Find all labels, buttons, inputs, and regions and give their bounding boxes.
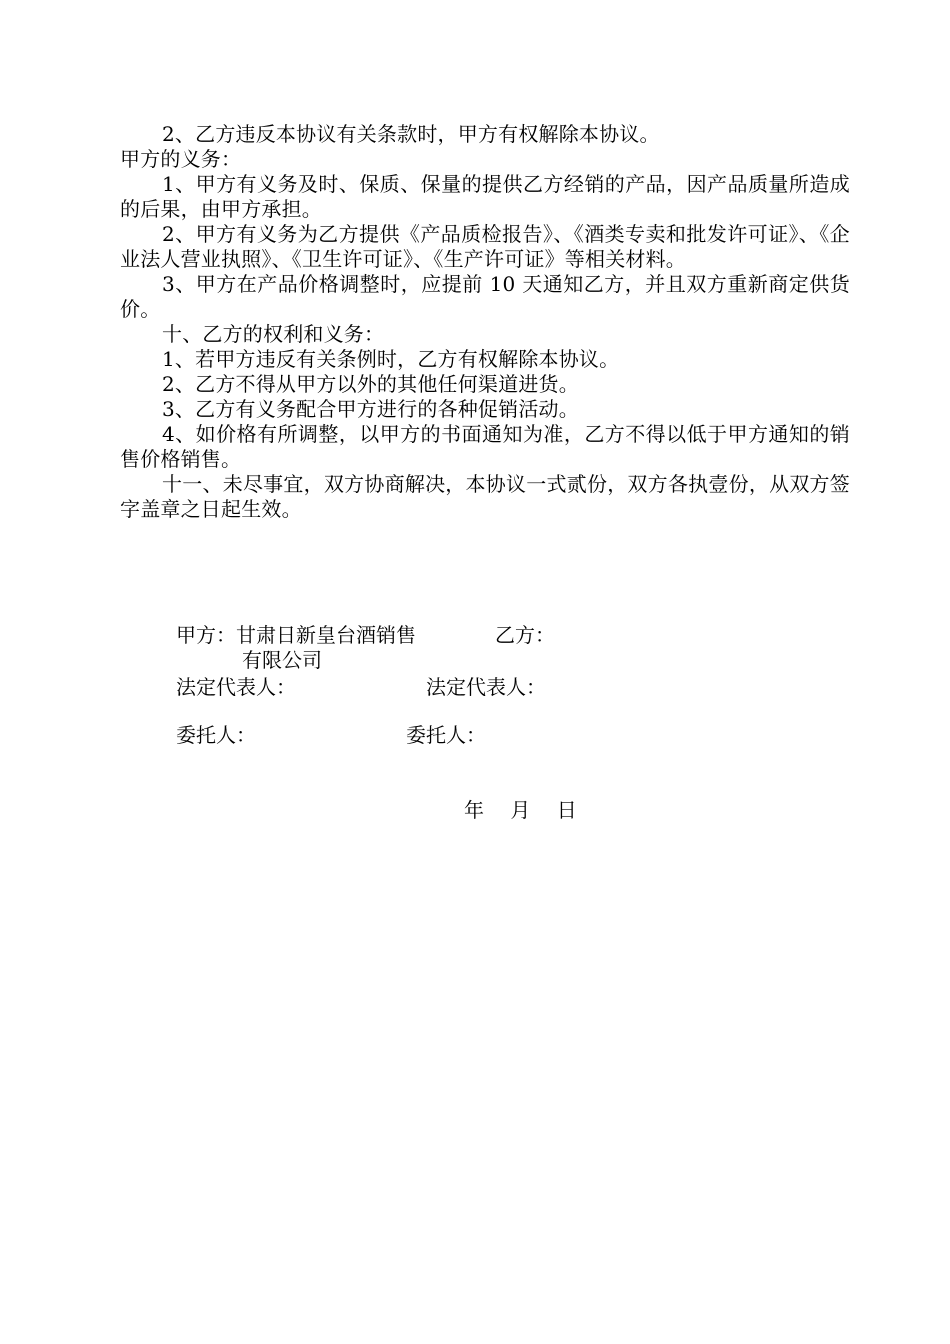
party-b-agent-label: 委托人：	[406, 723, 486, 747]
paragraph: 3、甲方在产品价格调整时，应提前 10 天通知乙方，并且双方重新商定供货价。	[120, 272, 850, 321]
section-heading: 甲方的义务：	[120, 147, 242, 171]
party-a-agent-label: 委托人：	[176, 723, 256, 747]
paragraph: 3、乙方有义务配合甲方进行的各种促销活动。	[162, 397, 579, 421]
paragraph: 2、乙方不得从甲方以外的其他任何渠道进货。	[162, 372, 579, 396]
party-a-label: 甲方：甘肃日新皇台酒销售	[176, 623, 416, 647]
paragraph: 2、乙方违反本协议有关条款时，甲方有权解除本协议。	[162, 122, 660, 146]
paragraph: 2、甲方有义务为乙方提供《产品质检报告》、《酒类专卖和批发许可证》、《企业法人营业执照》、《卫生许可证》、《生产许可证》等相关材料。	[120, 222, 850, 271]
section-heading: 十、乙方的权利和义务：	[162, 322, 385, 346]
party-b-legal-representative-label: 法定代表人：	[426, 675, 546, 699]
paragraph: 1、若甲方违反有关条例时，乙方有权解除本协议。	[162, 347, 620, 371]
party-a-label-continued: 有限公司	[242, 648, 322, 672]
paragraph: 十一、未尽事宜，双方协商解决，本协议一式贰份，双方各执壹份，从双方签字盖章之日起生效。	[120, 472, 850, 521]
signing-date: 年 月 日	[464, 798, 577, 822]
party-b-label: 乙方：	[495, 623, 555, 647]
paragraph: 1、甲方有义务及时、保质、保量的提供乙方经销的产品，因产品质量所造成的后果，由甲方承担。	[120, 172, 850, 221]
paragraph: 4、如价格有所调整，以甲方的书面通知为准，乙方不得以低于甲方通知的销售价格销售。	[120, 422, 850, 471]
agreement-body	[120, 122, 850, 522]
party-a-legal-representative-label: 法定代表人：	[176, 675, 296, 699]
